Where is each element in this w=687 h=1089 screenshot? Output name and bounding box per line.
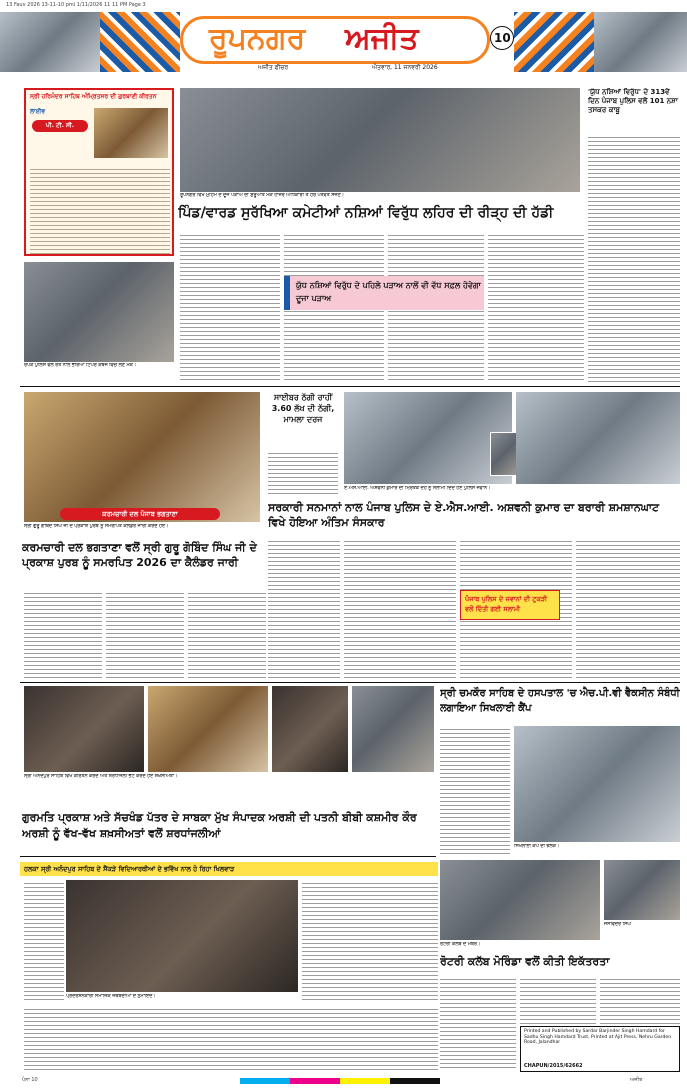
fraud-body bbox=[268, 450, 338, 496]
portrait-right-caption: ਜਸਵਿੰਦਰ ਸਿੰਘ bbox=[604, 922, 631, 927]
truck-caption: ਰੋਪੜ ਪੁਲਿਸ ਵਲੋਂ ਰੇਤ ਨਾਲ ਭਰਿਆ ਟਿੱਪਰ ਕਬਜ਼ੇ ਵਿਚ ਲੈਣ ਮੌਕੇ। bbox=[24, 363, 136, 368]
lead-body-col-4 bbox=[488, 232, 584, 382]
tribute-headline: ਗੁਰਮਤਿ ਪ੍ਰਕਾਸ਼ ਅਤੇ ਸੱਚਖੰਡ ਪੱਤਰ ਦੇ ਸਾਬਕਾ ਮੁੱਖ ਸੰਪਾਦਕ ਅਰਸ਼ੀ ਦੀ ਪਤਨੀ ਬੀਬੀ ਕਸ਼ਮੀਰ ਕੌਰ ਅਰਸ਼ੀ ਨੂੰ ਵੱਖ-ਵੱਖ ਸ਼ਖ਼ਸੀਅਤਾਂ ਵਲੋਂ ਸ਼ਰਧਾਂਜਲੀਆਂ bbox=[22, 811, 417, 840]
masthead-title-right: ਅਜੀਤ bbox=[345, 21, 419, 56]
hospital-caption: ਸਿਖਲਾਈ ਕੈਂਪ ਦੀ ਝਲਕ। bbox=[514, 844, 560, 849]
tribute-photo-4 bbox=[352, 686, 434, 772]
masthead-title-left: ਰੂਪਨਗਰ bbox=[209, 21, 306, 56]
ad-body-text bbox=[30, 166, 170, 254]
ptc-ad-box bbox=[24, 88, 174, 256]
hospital-body bbox=[440, 726, 510, 856]
strike-body bbox=[24, 880, 64, 1000]
imprint-rni: CHAPUN/2015/62662 bbox=[524, 1063, 583, 1069]
funeral-photo-1 bbox=[344, 392, 512, 484]
masthead-date: ਐਤਵਾਰ, 11 ਜਨਵਰੀ 2026 bbox=[372, 64, 438, 71]
rotary-body-col-3 bbox=[600, 976, 680, 1024]
right-column-body bbox=[588, 134, 680, 382]
bottom-marker-right: ਅਜੀਤ bbox=[630, 1077, 643, 1083]
strike-body-bottom bbox=[24, 1006, 438, 1070]
lead-body-col-1 bbox=[180, 232, 280, 382]
calendar-caption: ਸ੍ਰੀ ਗੁਰੂ ਗੋਬਿੰਦ ਸਿੰਘ ਜੀ ਦੇ ਪ੍ਰਕਾਸ਼ ਪੁਰਬ ਨੂੰ ਸਮਰਪਿਤ ਕੈਲੰਡਰ ਜਾਰੀ ਕਰਦੇ ਹੋਏ। bbox=[24, 524, 169, 529]
strike-body-col-2 bbox=[302, 880, 438, 1002]
lead-headline: ਪਿੰਡ/ਵਾਰਡ ਸੁਰੱਖਿਆ ਕਮੇਟੀਆਂ ਨਸ਼ਿਆਂ ਵਿਰੁੱਧ ਲਹਿਰ ਦੀ ਰੀੜ੍ਹ ਦੀ ਹੱਡੀ bbox=[178, 205, 554, 221]
rotary-caption: ਰੋਟਰੀ ਕਲੱਬ ਦੇ ਮੈਂਬਰ। bbox=[440, 942, 481, 947]
ad-title: ਸ੍ਰੀ ਹਰਿਮੰਦਰ ਸਾਹਿਬ ਅੰਮ੍ਰਿਤਸਰ ਦੀ ਗੁਰਬਾਣੀ ਕੀਰਤਨ bbox=[30, 93, 157, 100]
funeral-body-col-4 bbox=[576, 538, 680, 678]
masthead-photo-right bbox=[594, 12, 687, 72]
masthead-sublabel: ਅਜੀਤ ਫੀਚਰ bbox=[258, 64, 289, 71]
file-info-text: 13 Fauv 2026 13-11-10 pmi 1/11/2026 11 11 PM Page 3 bbox=[6, 2, 146, 8]
masthead-pattern-right bbox=[514, 12, 594, 72]
rotary-headline: ਰੋਟਰੀ ਕਲੱਬ ਮੋਰਿੰਡਾ ਵਲੋਂ ਕੀਤੀ ਇਕੱਤਰਤਾ bbox=[440, 955, 610, 968]
masthead bbox=[0, 12, 687, 72]
golden-temple-photo bbox=[94, 108, 168, 158]
tribute-photo-2 bbox=[148, 686, 268, 772]
funeral-body-col-1 bbox=[268, 538, 340, 678]
section-divider-3 bbox=[20, 856, 436, 857]
funeral-caption: ਏ.ਐਸ.ਆਈ. ਅਸ਼ਵਨੀ ਕੁਮਾਰ ਦੀ ਮ੍ਰਿਤਕ ਦੇਹ ਨੂੰ ਸਲਾਮੀ ਦਿੰਦੇ ਹੋਏ ਪੁਲਿਸ ਜਵਾਨ। bbox=[344, 486, 491, 491]
page-number: 10 bbox=[494, 31, 511, 45]
lead-photo bbox=[180, 88, 580, 192]
lead-photo-caption: ਰੂਪਨਗਰ ਵਿਖੇ ਮੁਹਿੰਮ ਦੇ ਦੂਜੇ ਪੜਾਅ ਦੀ ਸ਼ੁਰੂਆਤ ਮੌਕੇ ਹਾਜ਼ਰ ਅਧਿਕਾਰੀ ਤੇ ਹੋਰ ਪਤਵੰਤੇ ਸੱਜਣ। bbox=[180, 193, 344, 198]
right-column-headline: 'ਯੁੱਧ ਨਸ਼ਿਆਂ ਵਿਰੁੱਧ' ਦੇ 313ਵੇਂ ਦਿਨ ਪੰਜਾਬ ਪੁਲਿਸ ਵਲੋਂ 101 ਨਸ਼ਾ ਤਸਕਰ ਕਾਬੂ bbox=[588, 88, 678, 114]
masthead-photo-left bbox=[0, 12, 100, 72]
imprint-text: Printed and Published by Sardar Barjinder Singh Hamdard for Sadhu Singh Hamdard Trust, Printed at Ajit Press, Nehru Garden Road, Jalandhar bbox=[524, 1029, 672, 1046]
calendar-headline: ਕਰਮਚਾਰੀ ਦਲ ਭਗਤਾਣਾ ਵਲੋਂ ਸ੍ਰੀ ਗੁਰੂ ਗੋਬਿੰਦ ਸਿੰਘ ਜੀ ਦੇ ਪ੍ਰਕਾਸ਼ ਪੁਰਬ ਨੂੰ ਸਮਰਪਿਤ 2026 ਦਾ ਕੈਲੰਡਰ ਜਾਰੀ bbox=[22, 541, 257, 569]
funeral-body-col-2 bbox=[344, 538, 456, 678]
strike-photo bbox=[66, 880, 298, 992]
bottom-strip bbox=[0, 1074, 687, 1089]
masthead-pattern-left bbox=[100, 12, 180, 72]
calendar-banner: ਕਰਮਚਾਰੀ ਦਲ ਪੰਜਾਬ ਭਗਤਾਣਾ bbox=[60, 508, 220, 520]
rotary-body-col-2 bbox=[520, 976, 596, 1024]
fraud-headline: ਸਾਈਬਰ ਠੱਗੀ ਰਾਹੀਂ 3.60 ਲੱਖ ਦੀ ਠੱਗੀ, ਮਾਮਲਾ ਦਰਜ bbox=[271, 393, 335, 424]
calendar-body-col-1 bbox=[24, 590, 102, 680]
strike-caption: ਪ੍ਰਦਰਸ਼ਨਕਾਰੀ ਸਮਾਜਿਕ ਜਥੇਬੰਦੀਆਂ ਦੇ ਨੁਮਾਇੰਦੇ। bbox=[66, 994, 156, 999]
bottom-marker-left: ਪੰਨਾ 10 bbox=[22, 1077, 38, 1083]
rotary-photo bbox=[440, 860, 600, 940]
truck-photo bbox=[24, 262, 174, 362]
hospital-photo bbox=[514, 726, 680, 842]
ad-subtitle: ਲਾਈਵ bbox=[30, 108, 46, 115]
funeral-headline: ਸਰਕਾਰੀ ਸਨਮਾਨਾਂ ਨਾਲ ਪੰਜਾਬ ਪੁਲਿਸ ਦੇ ਏ.ਐਸ.ਆਈ. ਅਸ਼ਵਨੀ ਕੁਮਾਰ ਦਾ ਬਰਾਰੀ ਸ਼ਮਸ਼ਾਨਘਾਟ ਵਿਖੇ ਹੋਇਆ ਅੰਤਿਮ ਸੰਸਕਾਰ bbox=[268, 501, 660, 529]
imprint-box bbox=[520, 1026, 680, 1072]
ptc-label: ਪੀ. ਟੀ. ਸੀ. bbox=[32, 120, 88, 132]
hospital-headline: ਸ੍ਰੀ ਚਮਕੌਰ ਸਾਹਿਬ ਦੇ ਹਸਪਤਾਲ 'ਚ ਐਚ.ਪੀ.ਵੀ ਵੈਕਸੀਨ ਸੰਬੰਧੀ ਲਗਾਇਆ ਸਿਖਲਾਈ ਕੈਂਪ bbox=[440, 688, 680, 714]
funeral-photo-2 bbox=[516, 392, 680, 484]
portrait-right bbox=[604, 860, 680, 920]
tribute-photo-3 bbox=[272, 686, 348, 772]
section-divider-2 bbox=[20, 682, 680, 683]
tribute-caption: ਸ੍ਰੀ ਅਨੰਦਪੁਰ ਸਾਹਿਬ ਵਿਖੇ ਕੀਰਤਨ ਕਰਦੇ ਅਤੇ ਸ਼ਰਧਾਂਜਲੀ ਭੇਟ ਕਰਦੇ ਹੋਏ ਸ਼ਖ਼ਸੀਅਤਾਂ। bbox=[24, 774, 178, 779]
strike-headline: ਹਲਕਾ ਸ੍ਰੀ ਅਨੰਦਪੁਰ ਸਾਹਿਬ ਦੇ ਸੈਂਕੜੇ ਵਿਦਿਆਰਥੀਆਂ ਦੇ ਭਵਿੱਖ ਨਾਲ ਹੋ ਰਿਹਾ ਖਿਲਵਾੜ bbox=[24, 865, 235, 873]
calendar-body-col-2 bbox=[106, 590, 184, 680]
calendar-body-col-3 bbox=[188, 590, 266, 680]
funeral-callout: ਪੰਜਾਬ ਪੁਲਿਸ ਦੇ ਜਵਾਨਾਂ ਦੀ ਟੁਕੜੀ ਵਲੋਂ ਦਿੱਤੀ ਗਈ ਸਲਾਮੀ bbox=[465, 595, 548, 613]
color-registration-bar bbox=[240, 1078, 440, 1084]
rotary-body-col-1 bbox=[440, 976, 516, 1070]
lead-pullquote: ਯੁੱਧ ਨਸ਼ਿਆਂ ਵਿਰੁੱਧ ਦੇ ਪਹਿਲੇ ਪੜਾਅ ਨਾਲੋਂ ਵੀ ਵੱਧ ਸਫ਼ਲ ਹੋਵੇਗਾ ਦੂਜਾ ਪੜਾਅ bbox=[296, 281, 481, 303]
masthead-title-frame bbox=[180, 16, 490, 64]
page-number-badge bbox=[490, 26, 514, 50]
strike-headline-strip bbox=[20, 862, 438, 876]
calendar-photo bbox=[24, 392, 260, 522]
tribute-photo-1 bbox=[24, 686, 144, 772]
funeral-callout-box bbox=[460, 590, 560, 620]
section-divider-1 bbox=[20, 386, 680, 387]
file-info-strip bbox=[0, 0, 687, 12]
lead-pullquote-box bbox=[284, 276, 484, 310]
